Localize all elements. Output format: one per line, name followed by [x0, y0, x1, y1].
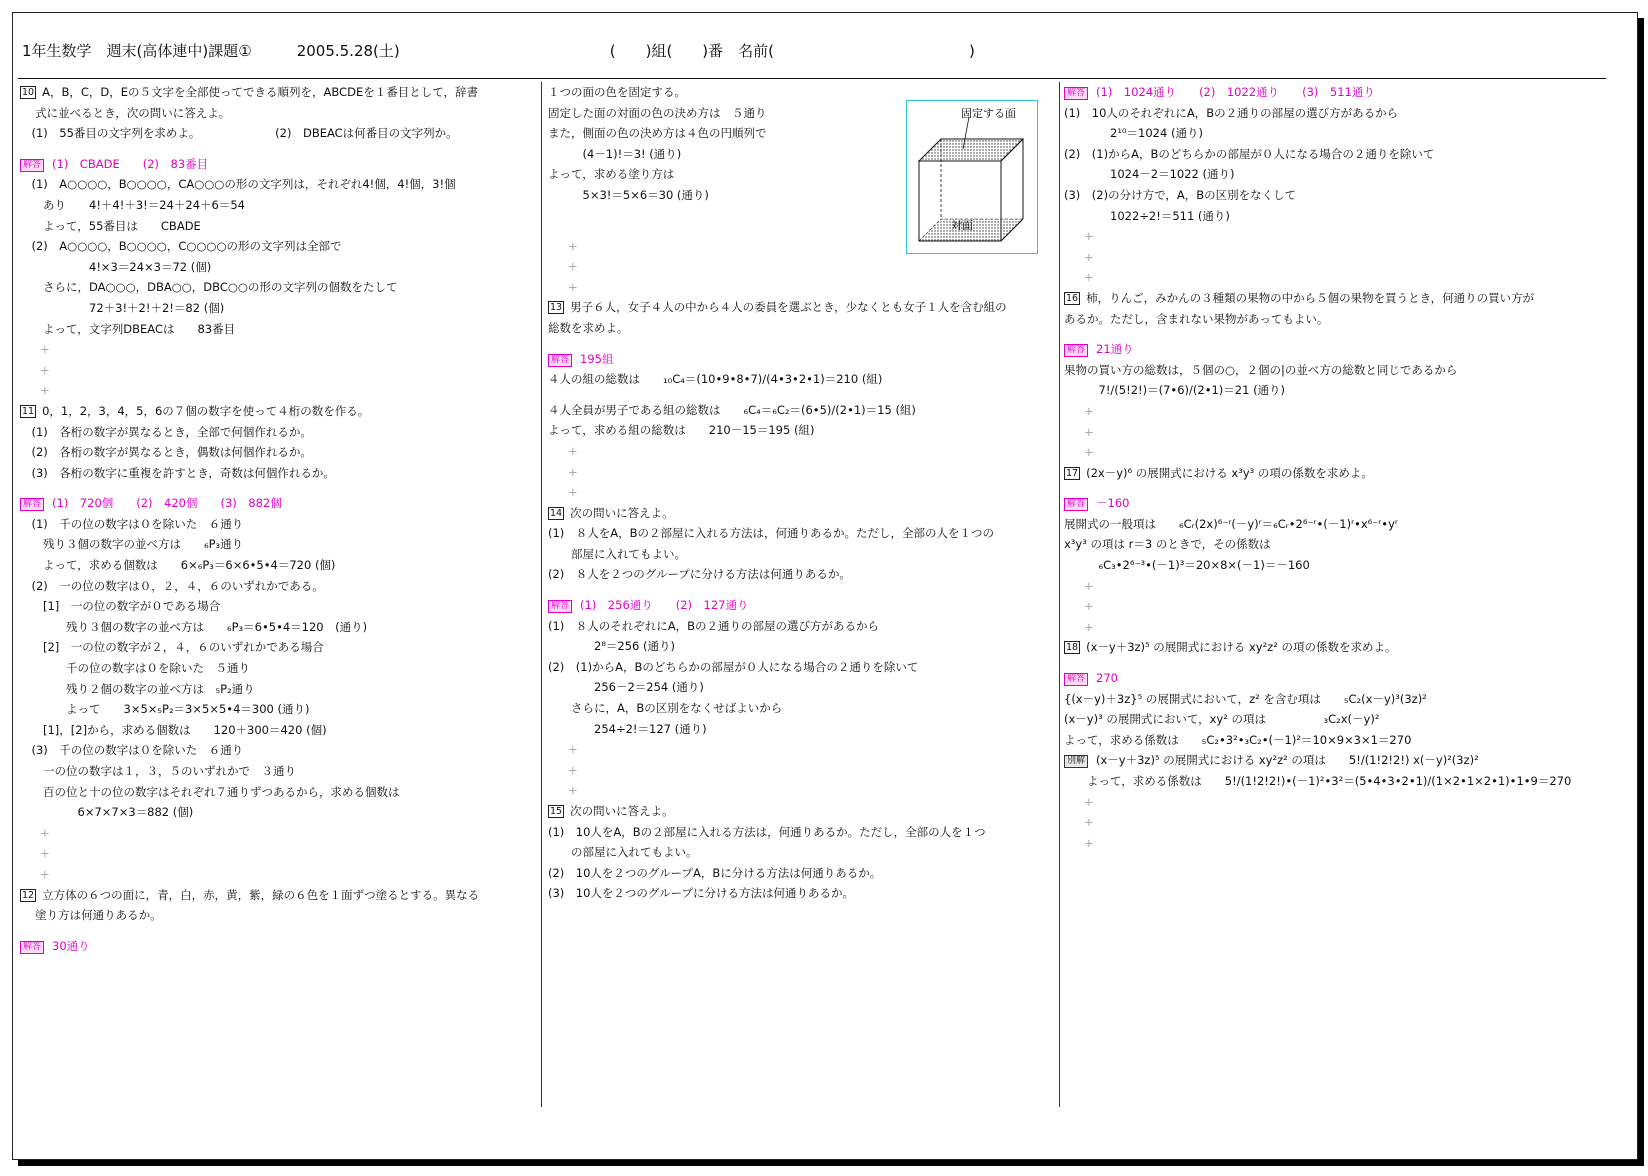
header-divider — [18, 78, 1606, 79]
plus-marker: + — [1084, 619, 1094, 634]
text-line — [20, 761, 538, 782]
text-line — [1064, 185, 1596, 206]
line-text: (1) 10人をA，Bの２部屋に入れる方法は，何通りあるか。ただし，全部の人を１つ — [548, 824, 986, 839]
line-text: １つの面の色を固定する。 — [548, 85, 686, 99]
page-title: 1年生数学 週末(高体連中)課題① 2005.5.28(土) ( )組( )番 名前( ) — [22, 42, 975, 60]
line-text: (2) 一の位の数字は０，２，４，６のいずれかである。 — [20, 578, 324, 593]
text-line — [20, 123, 538, 144]
plus-marker: + — [1084, 599, 1094, 614]
text-line — [20, 720, 538, 741]
line-text: (2) (1)からA，Bのどちらかの部屋が０人になる場合の２通りを除いて — [548, 659, 919, 674]
text-line — [1064, 123, 1596, 144]
problem-number: 10 — [22, 87, 35, 98]
plus-marker: + — [40, 383, 50, 398]
line-text: 総数を求めよ。 — [548, 320, 629, 335]
answer-badge: 解答 — [548, 600, 572, 613]
text-line — [1064, 380, 1596, 401]
problem-number: 15 — [550, 806, 563, 817]
line-text: あり 4!＋4!＋3!＝24＋24＋6＝54 — [20, 197, 245, 212]
line-text: (3) (2)の分け方で，A，Bの区別をなくして — [1064, 187, 1297, 202]
line-text: よって，文字列DBEACは 83番目 — [20, 321, 236, 336]
line-text: 固定した面の対面の色の決め方は ５通り — [548, 105, 767, 120]
text-line — [20, 576, 538, 597]
text-line — [548, 883, 1056, 904]
text-line — [20, 422, 538, 443]
plus-marker: + — [568, 279, 578, 294]
text-line — [548, 842, 1056, 863]
text-line — [20, 534, 538, 555]
plus-marker: + — [568, 742, 578, 757]
text-line — [20, 740, 538, 761]
text-line — [1064, 771, 1596, 792]
line-text: 1022÷2!＝511 (通り) — [1064, 208, 1230, 223]
answer-text: －160 — [1096, 496, 1130, 511]
text-line — [20, 679, 538, 700]
line-text: 次の問いに答えよ。 — [570, 505, 674, 520]
line-text: (2) 10人を２つのグループA，Bに分ける方法は何通りあるか。 — [548, 865, 882, 880]
text-line — [548, 616, 1056, 637]
answer-text: 270 — [1096, 671, 1118, 686]
line-text: よって，求める係数は 5!/(1!2!2!)•(－1)²•3²＝(5•4•3•2•1)/(1×2•1×2•1)•1•9＝270 — [1064, 774, 1572, 788]
text-line — [20, 216, 538, 237]
answer-line — [20, 493, 538, 514]
text-line — [548, 400, 1056, 421]
line-text: 部屋に入れてもよい。 — [548, 546, 686, 561]
text-line — [20, 195, 538, 216]
problem-statement — [548, 297, 1056, 318]
text-line — [1064, 750, 1596, 771]
alt-solution-badge: 別解 — [1064, 755, 1088, 768]
plus-marker: + — [568, 238, 578, 253]
plus-marker: + — [40, 825, 50, 840]
text-line — [548, 564, 1056, 585]
problem-number: 16 — [1066, 292, 1079, 304]
text-line — [548, 719, 1056, 740]
answer-line — [1064, 668, 1596, 689]
spacer — [1064, 329, 1596, 339]
line-text: ４人全員が男子である組の総数は ₆C₄＝₆C₂＝(6•5)/(2•1)＝15 (組) — [548, 402, 916, 417]
spacer — [548, 585, 1056, 595]
line-text: また，側面の色の決め方は４色の円順列で — [548, 126, 767, 141]
text-line — [548, 420, 1056, 441]
text-line — [20, 699, 538, 720]
plus-marker: + — [1084, 794, 1094, 809]
spacer — [1064, 658, 1596, 668]
plus-marker: + — [568, 783, 578, 798]
line-text: よって，求める係数は ₅C₂•3²•₃C₂•(－1)²＝10×9×3×1＝270 — [1064, 732, 1412, 747]
problem-statement — [1064, 463, 1596, 484]
line-text: 千の位の数字は０を除いた ５通り — [20, 661, 250, 676]
plus-marker: + — [40, 866, 50, 881]
answer-badge: 解答 — [20, 498, 44, 511]
text-line — [1064, 514, 1596, 535]
problem-statement — [20, 82, 538, 103]
problem-number: 11 — [22, 405, 35, 417]
text-line — [1064, 534, 1596, 555]
text-line — [20, 463, 538, 484]
plus-marker: + — [1084, 403, 1094, 418]
line-text: よって，55番目は CBADE — [20, 218, 201, 233]
line-text: ₆C₃•2⁶⁻³•(－1)³＝20×8×(－1)＝－160 — [1064, 558, 1310, 573]
text-line — [548, 636, 1056, 657]
text-line — [20, 174, 538, 195]
line-text: (3) 各桁の数字に重複を許すとき，奇数は何個作れるか。 — [20, 465, 335, 480]
problem-number: 14 — [550, 507, 563, 519]
line-text: (3) 10人を２つのグループに分ける方法は何通りあるか。 — [548, 886, 855, 901]
line-text: (1) 千の位の数字は０を除いた ６通り — [20, 516, 244, 531]
line-text: 72＋3!＋2!＋2!＝82 (個) — [20, 300, 225, 315]
text-line — [1064, 709, 1596, 730]
line-text: 残り３個の数字の並べ方は ₆P₃通り — [20, 537, 244, 552]
line-text: 4!×3＝24×3＝72 (個) — [20, 259, 212, 274]
text-line — [20, 236, 538, 257]
answer-badge: 解答 — [20, 941, 44, 954]
text-line — [1064, 206, 1596, 227]
line-text: (2) (1)からA，Bのどちらかの部屋が０人になる場合の２通りを除いて — [1064, 146, 1435, 161]
line-text: 男子６人，女子４人の中から４人の委員を選ぶとき，少なくとも女子１人を含む組の — [570, 300, 1007, 315]
spacer — [20, 926, 538, 936]
plus-marker: + — [40, 846, 50, 861]
line-text: 立方体の６つの面に，青，白，赤，黄，紫，緑の６色を１面ずつ塗るとする。異なる — [42, 887, 480, 902]
plus-marker: + — [40, 342, 50, 357]
plus-marker: + — [1084, 424, 1094, 439]
line-text: (1) ８人をA，Bの２部屋に入れる方法は，何通りあるか。ただし，全部の人を１つの — [548, 526, 995, 541]
text-line — [20, 555, 538, 576]
line-text: (1) 各桁の数字が異なるとき，全部で何個作れるか。 — [20, 424, 312, 439]
line-text: よって 3×5×₅P₂＝3×5×5•4＝300 (通り) — [20, 702, 310, 717]
answer-badge: 解答 — [1064, 87, 1088, 100]
answer-badge: 解答 — [1064, 344, 1088, 357]
answer-badge: 解答 — [1064, 673, 1088, 686]
problem-number: 17 — [1066, 467, 1079, 479]
line-text: よって，求める組の総数は 210－15＝195 (組) — [548, 423, 815, 438]
line-text: (x－y)³ の展開式において，xy² の項は ₃C₂x(－y)² — [1064, 712, 1380, 727]
column-right — [1064, 82, 1596, 1112]
plus-marker: + — [568, 443, 578, 458]
line-text: (x－y＋3z)⁵ の展開式における xy²z² の項は 5!/(1!2!2!) x(－y)²(3z)² — [1096, 753, 1479, 768]
line-text: (1) ８人のそれぞれにA，Bの２通りの部屋の選び方があるから — [548, 618, 880, 633]
text-line — [548, 318, 1056, 339]
text-line — [20, 658, 538, 679]
answer-text: (1) 720個 (2) 420個 (3) 882個 — [52, 496, 282, 511]
spacer — [20, 144, 538, 154]
text-line — [20, 617, 538, 638]
line-text: あるか。ただし，含まれない果物があってもよい。 — [1064, 311, 1329, 326]
line-text: 7!/(5!2!)＝(7•6)/(2•1)＝21 (通り) — [1064, 383, 1286, 398]
answer-text: (1) 256通り (2) 127通り — [580, 598, 749, 613]
answer-line — [20, 154, 538, 175]
answer-text: 21通り — [1096, 342, 1134, 357]
text-line — [20, 103, 538, 124]
text-line — [1064, 360, 1596, 381]
text-line — [548, 523, 1056, 544]
line-text: (2) 各桁の数字が異なるとき，偶数は何個作れるか。 — [20, 445, 312, 460]
answer-line — [20, 936, 538, 957]
answer-badge: 解答 — [1064, 498, 1088, 511]
text-line — [20, 319, 538, 340]
text-line — [548, 369, 1056, 390]
text-line — [1064, 309, 1596, 330]
line-text: (3) 千の位の数字は０を除いた ６通り — [20, 743, 244, 758]
text-line — [20, 277, 538, 298]
problem-statement — [20, 401, 538, 422]
line-text: 0，1，2，3，4，5，6の７個の数字を使って４桁の数を作る。 — [42, 403, 370, 418]
line-text: ４人の組の総数は ₁₀C₄＝(10•9•8•7)/(4•3•2•1)＝210 (組) — [548, 372, 883, 387]
cube-bottom-label: 対面 — [951, 220, 973, 232]
line-text: [1]，[2]から，求める個数は 120＋300＝420 (個) — [20, 722, 327, 737]
text-line — [1064, 555, 1596, 576]
line-text: 1024－2＝1022 (通り) — [1064, 167, 1235, 182]
cube-diagram — [907, 101, 1037, 253]
line-text: (x－y＋3z)⁵ の展開式における xy²z² の項の係数を求めよ。 — [1086, 640, 1397, 655]
line-text: (2) ８人を２つのグループに分ける方法は何通りあるか。 — [548, 567, 851, 582]
plus-marker: + — [1084, 229, 1094, 244]
answer-text: 30通り — [52, 938, 90, 953]
line-text: さらに，DA○○○，DBA○○，DBC○○の形の文字列の個数をたして — [20, 280, 398, 295]
plus-marker: + — [1084, 578, 1094, 593]
plus-marker: + — [568, 485, 578, 500]
line-text: (2x－y)⁶ の展開式における x³y³ の項の係数を求めよ。 — [1086, 465, 1373, 480]
spacer — [1064, 483, 1596, 493]
line-text: 残り２個の数字の並べ方は ₅P₂通り — [20, 681, 255, 696]
line-text: (1) 55番目の文字列を求めよ。 (2) DBEACは何番目の文字列か。 — [20, 126, 458, 141]
spacer — [548, 339, 1056, 349]
line-text: A，B，C，D，Eの５文字を全部使ってできる順列を，ABCDEを１番目として，辞書 — [42, 85, 478, 99]
line-text: x³y³ の項は r＝3 のときで，その係数は — [1064, 537, 1271, 552]
line-text: (2) A○○○○，B○○○○，C○○○○の形の文字列は全部で — [20, 239, 342, 254]
plus-marker: + — [1084, 815, 1094, 830]
line-text: よって，求める塗り方は — [548, 167, 675, 182]
top-face — [919, 139, 1023, 161]
plus-marker: + — [568, 259, 578, 274]
text-line — [20, 257, 538, 278]
answer-text: 195組 — [580, 351, 614, 366]
spacer — [548, 390, 1056, 400]
plus-marker: + — [568, 464, 578, 479]
text-line — [20, 905, 538, 926]
text-line — [1064, 164, 1596, 185]
plus-marker: + — [1084, 835, 1094, 850]
text-line — [1064, 103, 1596, 124]
text-line — [548, 657, 1056, 678]
line-text: 式に並べるとき，次の問いに答えよ。 — [20, 105, 231, 120]
answer-badge: 解答 — [20, 159, 44, 172]
problem-statement — [1064, 288, 1596, 309]
problem-number: 12 — [22, 889, 35, 901]
plus-marker: + — [568, 762, 578, 777]
line-text: 6×7×7×3＝882 (個) — [20, 805, 194, 820]
answer-line — [548, 349, 1056, 370]
text-line — [548, 863, 1056, 884]
text-line — [20, 782, 538, 803]
text-line — [548, 698, 1056, 719]
text-line — [1064, 144, 1596, 165]
spacer — [20, 483, 538, 493]
line-text: 2¹⁰＝1024 (通り) — [1064, 126, 1203, 141]
answer-line — [1064, 339, 1596, 360]
problem-statement — [548, 801, 1056, 822]
line-text: の部屋に入れてもよい。 — [548, 845, 698, 860]
problem-number: 18 — [1066, 642, 1079, 654]
text-line — [20, 442, 538, 463]
line-text: (1) A○○○○，B○○○○，CA○○○の形の文字列は，それぞれ4!個，4!個，3!個 — [20, 177, 456, 192]
answer-line — [1064, 82, 1596, 103]
line-text: 展開式の一般項は ₆Cᵣ(2x)⁶⁻ʳ(－y)ʳ＝₆Cᵣ•2⁶⁻ʳ•(－1)ʳ•x⁶⁻ʳ•yʳ — [1064, 516, 1398, 531]
answer-line — [548, 595, 1056, 616]
line-text: 残り３個の数字の並べ方は ₆P₃＝6•5•4＝120 (通り) — [20, 619, 368, 634]
cube-top-label: 固定する面 — [961, 108, 1016, 120]
text-line — [1064, 689, 1596, 710]
line-text: 256－2＝254 (通り) — [548, 680, 704, 695]
text-line — [20, 514, 538, 535]
line-text: 果物の買い方の総数は，５個の○，２個の|の並べ方の総数と同じであるから — [1064, 362, 1458, 377]
text-line — [20, 637, 538, 658]
line-text: さらに，A，Bの区別をなくせばよいから — [548, 701, 783, 716]
answer-text: (1) CBADE (2) 83番目 — [52, 156, 209, 171]
plus-marker: + — [1084, 249, 1094, 264]
cube-figure — [906, 100, 1038, 254]
column-left — [20, 82, 538, 1112]
text-line — [548, 822, 1056, 843]
column-divider — [541, 82, 542, 1107]
answer-badge: 解答 — [548, 354, 572, 367]
text-line — [548, 677, 1056, 698]
text-line — [20, 802, 538, 823]
plus-marker: + — [1084, 445, 1094, 460]
column-divider — [1059, 82, 1060, 1107]
problem-number: 13 — [550, 302, 563, 314]
problem-statement — [1064, 637, 1596, 658]
problem-statement — [548, 503, 1056, 524]
line-text: {(x－y)＋3z}⁵ の展開式において，z² を含む項は ₅C₂(x－y)³(3z)² — [1064, 691, 1427, 706]
plus-marker: + — [40, 362, 50, 377]
text-line — [20, 596, 538, 617]
line-text: 柿，りんご，みかんの３種類の果物の中から５個の果物を買うとき，何通りの買い方が — [1086, 290, 1535, 305]
answer-text: (1) 1024通り (2) 1022通り (3) 511通り — [1096, 85, 1375, 99]
text-line — [20, 298, 538, 319]
text-line — [548, 544, 1056, 565]
answer-line — [1064, 493, 1596, 514]
text-line — [1064, 730, 1596, 751]
plus-marker: + — [1084, 270, 1094, 285]
line-text: 次の問いに答えよ。 — [570, 804, 674, 818]
line-text: 塗り方は何通りあるか。 — [20, 908, 162, 923]
problem-statement — [20, 885, 538, 906]
line-text: (1) 10人のそれぞれにA，Bの２通りの部屋の選び方があるから — [1064, 105, 1399, 120]
line-text: [2] 一の位の数字が２，４，６のいずれかである場合 — [20, 640, 324, 655]
line-text: 百の位と十の位の数字はそれぞれ７通りずつあるから，求める個数は — [20, 784, 400, 799]
line-text: (4－1)!＝3! (通り) — [548, 146, 682, 161]
line-text: よって，求める個数は 6×₆P₃＝6×6•5•4＝720 (個) — [20, 558, 336, 573]
line-text: 一の位の数字は１，３，５のいずれかで ３通り — [20, 764, 296, 778]
line-text: [1] 一の位の数字が０である場合 — [20, 599, 221, 614]
line-text: 5×3!＝5×6＝30 (通り) — [548, 187, 709, 202]
line-text: 2⁸＝256 (通り) — [548, 639, 676, 654]
line-text: 254÷2!＝127 (通り) — [548, 721, 707, 736]
